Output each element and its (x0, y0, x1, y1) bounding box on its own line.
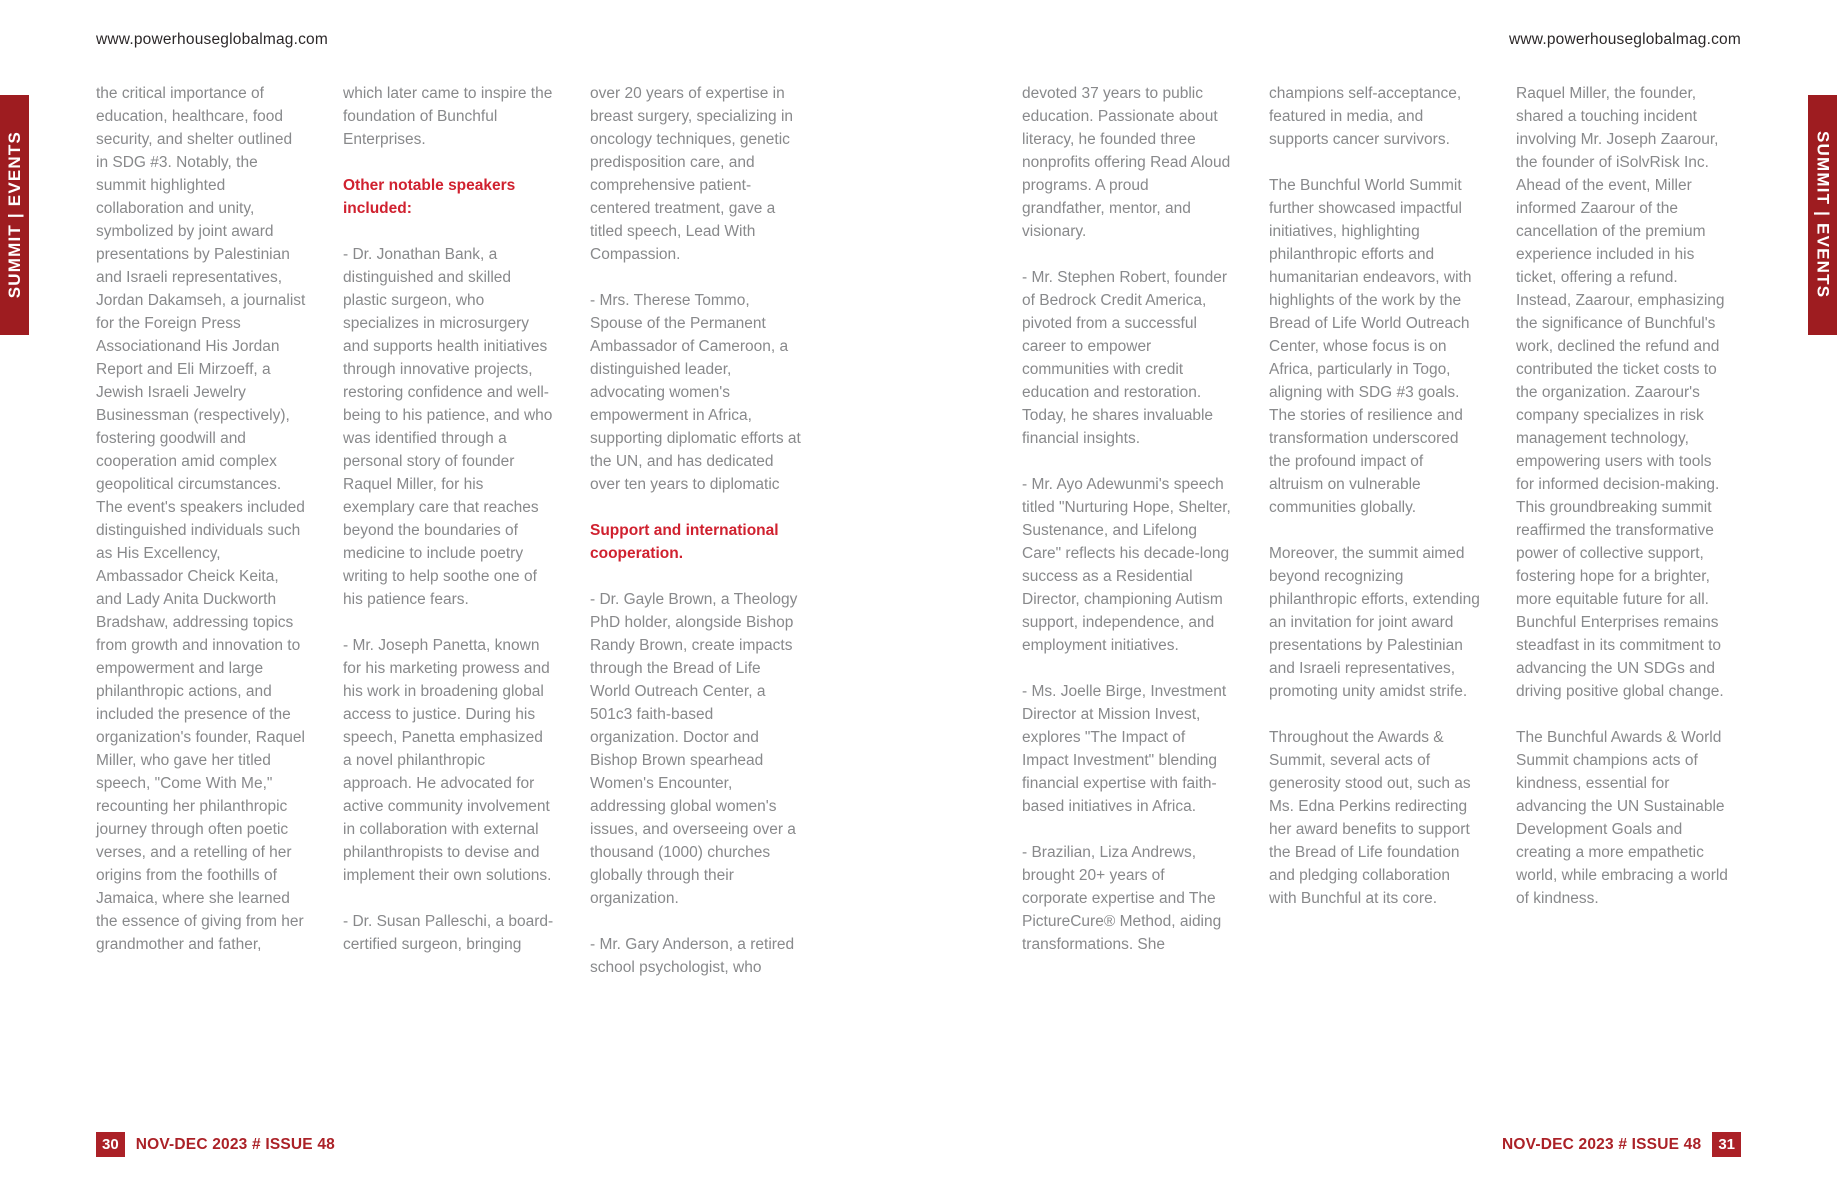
paragraph: - Dr. Jonathan Bank, a distinguished and skilled plastic surgeon, who specializes in microsurgery and supports health initiatives through innovative projects, restoring confidence and well-being to his patience, and who was identified through a personal story of founder Raquel Miller, for his exemplary care that reaches beyond the boundaries of medicine to include poetry writing to help soothe one of his patience fears. (343, 246, 553, 608)
text-column (1022, 82, 1234, 979)
summit-events-banner-left (0, 95, 29, 335)
page-left (0, 0, 918, 1185)
text-column (343, 82, 555, 979)
paragraph: The Bunchful World Summit further showcased impactful initiatives, highlighting philanthropic efforts and humanitarian endeavors, with highlights of the work by the Bread of Life World Outreach Center, whose focus is on Africa, particularly in Togo, aligning with SDG #3 goals. The stories of resilience and transformation underscored the profound impact of altruism on vulnerable communities globally. (1269, 177, 1472, 516)
paragraph: champions self-acceptance, featured in media, and supports cancer survivors. (1269, 85, 1462, 148)
paragraph: Raquel Miller, the founder, shared a touching incident involving Mr. Joseph Zaarour, the founder of iSolvRisk Inc. Ahead of the event, Miller informed Zaarour of the cancellation of the premium experience included in his ticket, offering a refund. Instead, Zaarour, emphasizing the significance of Bunchful's work, declined the refund and contributed the ticket costs to the organization. Zaarour's company specializes in risk management technology, empowering users with tools for informed decision-making. This groundbreaking summit reaffirmed the transformative power of collective support, fostering hope for a brighter, more equitable future for all. Bunchful Enterprises remains steadfast in its commitment to advancing the UN SDGs and driving positive global change. (1516, 85, 1725, 700)
page-footer-right (1014, 1132, 1741, 1157)
page-number-badge: 30 (96, 1132, 125, 1157)
paragraph: - Mr. Gary Anderson, a retired school psychologist, who (590, 936, 795, 976)
paragraph: devoted 37 years to public education. Passionate about literacy, he founded three nonprofits offering Read Aloud programs. A proud grandfather, mentor, and visionary. (1022, 85, 1231, 240)
paragraph: Moreover, the summit aimed beyond recognizing philanthropic efforts, extending an invitation for joint award presentations by Palestinian and Israeli representatives, promoting unity amidst strife. (1269, 545, 1480, 700)
paragraph: over 20 years of expertise in breast surgery, specializing in oncology techniques, genetic predisposition care, and comprehensive patient-centered treatment, gave a titled speech, Lead With Compassion. (590, 85, 794, 263)
text-column (96, 82, 308, 979)
paragraph: - Mrs. Therese Tommo, Spouse of the Permanent Ambassador of Cameroon, a distinguished leader, advocating women's empowerment in Africa, supporting diplomatic efforts at the UN, and has dedicated over ten years to diplomatic (590, 292, 801, 493)
site-url: www.powerhouseglobalmag.com (96, 31, 328, 48)
page-number-badge: 31 (1712, 1132, 1741, 1157)
banner-label: SUMMIT | EVENTS (1813, 131, 1833, 299)
issue-label: NOV-DEC 2023 # ISSUE 48 (1502, 1135, 1702, 1153)
paragraph: which later came to inspire the foundation of Bunchful Enterprises. (343, 85, 553, 148)
text-column (1269, 82, 1481, 933)
page-header-right (1014, 31, 1741, 49)
paragraph: - Ms. Joelle Birge, Investment Director at Mission Invest, explores "The Impact of Impact Investment" blending financial expertise with faith-based initiatives in Africa. (1022, 683, 1227, 815)
paragraph: - Mr. Ayo Adewunmi's speech titled "Nurturing Hope, Shelter, Sustenance, and Lifelong Care" reflects his decade-long success as a Residential Director, championing Autism support, independence, and employment initiatives. (1022, 476, 1231, 654)
paragraph: - Mr. Joseph Panetta, known for his marketing prowess and his work in broadening global access to justice. During his speech, Panetta emphasized a novel philanthropic approach. He advocated for active community involvement in collaboration with external philanthropists to devise and implement their own solutions. (343, 637, 552, 884)
section-heading: Support and international cooperation. (590, 522, 779, 562)
page-footer-left (96, 1132, 822, 1157)
banner-label: SUMMIT | EVENTS (4, 131, 24, 299)
site-url: www.powerhouseglobalmag.com (1509, 31, 1741, 48)
issue-label: NOV-DEC 2023 # ISSUE 48 (135, 1135, 335, 1153)
paragraph: The Bunchful Awards & World Summit champions acts of kindness, essential for advancing the UN Sustainable Development Goals and creating a more empathetic world, while embracing a world of kindness. (1516, 729, 1728, 907)
page-right (918, 0, 1837, 1185)
section-heading: Other notable speakers included: (343, 177, 516, 217)
page-header-left (96, 31, 822, 49)
paragraph: - Dr. Gayle Brown, a Theology PhD holder, alongside Bishop Randy Brown, create impacts through the Bread of Life World Outreach Center, a 501c3 faith-based organization. Doctor and Bishop Brown spearhead Women's Encounter, addressing global women's issues, and overseeing over a thousand (1000) churches globally through their organization. (590, 591, 798, 907)
summit-events-banner-right (1808, 95, 1837, 335)
text-columns-right (1022, 82, 1728, 979)
text-column (590, 82, 802, 1002)
paragraph: - Mr. Stephen Robert, founder of Bedrock Credit America, pivoted from a successful career to empower communities with credit education and restoration. Today, he shares invaluable financial insights. (1022, 269, 1228, 447)
paragraph: - Brazilian, Liza Andrews, brought 20+ years of corporate expertise and The PictureCure® Method, aiding transformations. She (1022, 844, 1222, 953)
text-columns-left (96, 82, 802, 1002)
text-column (1516, 82, 1728, 933)
paragraph: the critical importance of education, healthcare, food security, and shelter outlined in SDG #3. Notably, the summit highlighted collaboration and unity, symbolized by joint award presentations by Palestinian and Israeli representatives, Jordan Dakamseh, a journalist for the Foreign Press Associationand His Jordan Report and Eli Mirzoeff, a Jewish Israeli Jewelry Businessman (respectively), fostering goodwill and cooperation amid complex geopolitical circumstances. The event's speakers included distinguished individuals such as His Excellency, Ambassador Cheick Keita, and Lady Anita Duckworth Bradshaw, addressing topics from growth and innovation to empowerment and large philanthropic actions, and included the presence of the organization's founder, Raquel Miller, who gave her titled speech, "Come With Me," recounting her philanthropic journey through often poetic verses, and a retelling of her origins from the foothills of Jamaica, where she learned the essence of giving from her grandmother and father, (96, 85, 306, 953)
paragraph: - Dr. Susan Palleschi, a board-certified surgeon, bringing (343, 913, 554, 953)
paragraph: Throughout the Awards & Summit, several acts of generosity stood out, such as Ms. Edna Perkins redirecting her award benefits to support the Bread of Life foundation and pledging collaboration with Bunchful at its core. (1269, 729, 1471, 907)
